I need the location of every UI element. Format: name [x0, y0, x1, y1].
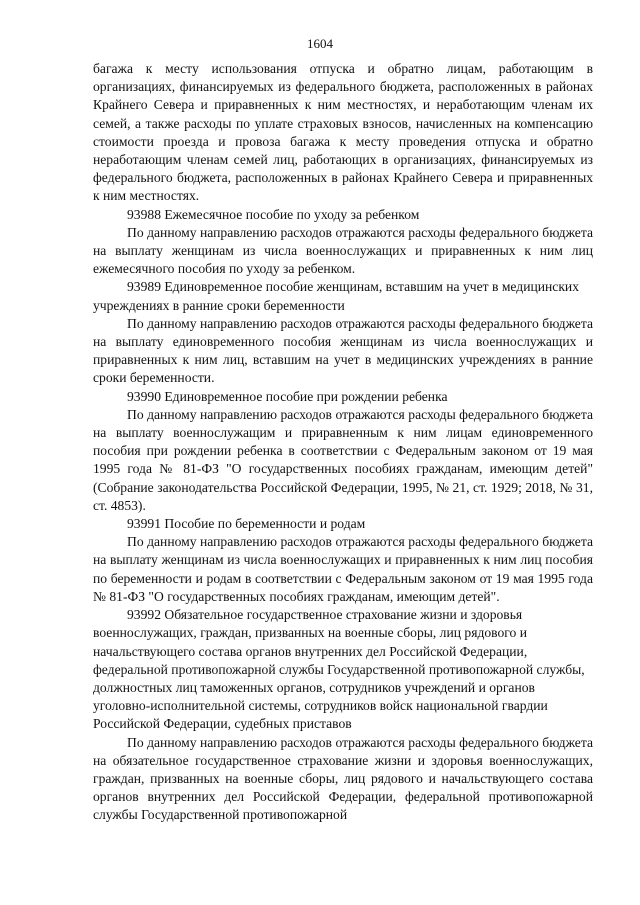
page-number: 1604 — [307, 36, 333, 51]
paragraph: По данному направлению расходов отражаются расходы федерального бюджета на выплату военнослужащим и приравненным к ним лицам единовременного пособия при рождении ребенка в соответствии с Федеральным законом от 19 мая 1995 года № 81-ФЗ "О государственных пособиях гражданам, имеющим детей" (Собрание законодательства Российской Федерации, 1995, № 21, ст. 1929; 2018, № 31, ст. 4853). — [93, 406, 593, 513]
section-heading-93991: 93991 Пособие по беременности и родам — [127, 516, 366, 532]
section-heading-93990: 93990 Единовременное пособие при рождении ребенка — [127, 388, 448, 404]
section-heading-93989: 93989 Единовременное пособие женщинам, вставшим на учет в медицинских учреждениях в ранние сроки беременности — [93, 279, 579, 313]
section-heading-93988: 93988 Ежемесячное пособие по уходу за ребенком — [127, 206, 420, 222]
paragraph: По данному направлению расходов отражаются расходы федерального бюджета на выплату женщинам из числа военнослужащих и приравненных к ним лиц ежемесячного пособия по уходу за ребенком. — [93, 224, 593, 277]
paragraph-continuation: багажа к месту использования отпуска и обратно лицам, работающим в организациях, финансируемых из федерального бюджета, расположенных в районах Крайнего Севера и приравненных к ним местностях, и неработающим членам их семей, а также расходы по уплате страховых взносов, начисленных на компенсацию стоимости проезда и провоза багажа к месту проведения отпуска и обратно неработающим членам семей лиц, работающих в организациях, финансируемых из федерального бюджета, расположенных в районах Крайнего Севера и приравненных к ним местностях. — [93, 61, 593, 204]
section-heading-93992: 93992 Обязательное государственное страхование жизни и здоровья военнослужащих, граждан, призванных на военные сборы, лиц рядового и начальствующего состава органов внутренних дел Российской Федерации, федеральной противопожарной службы Государственной противопожарной службы, должностных лиц таможенных органов, сотрудников учреждений и органов уголовно-исполнительной системы, сотрудников войск национальной гвардии Российской Федерации, судебных приставов — [93, 607, 585, 732]
paragraph: По данному направлению расходов отражаются расходы федерального бюджета на обязательное государственное страхование жизни и здоровья военнослужащих, граждан, призванных на военные сборы, лиц рядового и начальствующего состава органов внутренних дел Российской Федерации, федеральной противопожарной службы Государственной противопожарной — [93, 734, 593, 823]
paragraph: По данному направлению расходов отражаются расходы федерального бюджета на выплату женщинам из числа военнослужащих и приравненных к ним лиц пособия по беременности и родам в соответствии с Федеральным законом от 19 мая 1995 года № 81-ФЗ "О государственных пособиях гражданам, имеющим детей". — [93, 534, 593, 604]
document-body — [93, 60, 593, 825]
paragraph: По данному направлению расходов отражаются расходы федерального бюджета на выплату единовременного пособия женщинам из числа военнослужащих и приравненных к ним лиц, вставшим на учет в медицинских учреждениях в ранние сроки беременности. — [93, 315, 593, 386]
